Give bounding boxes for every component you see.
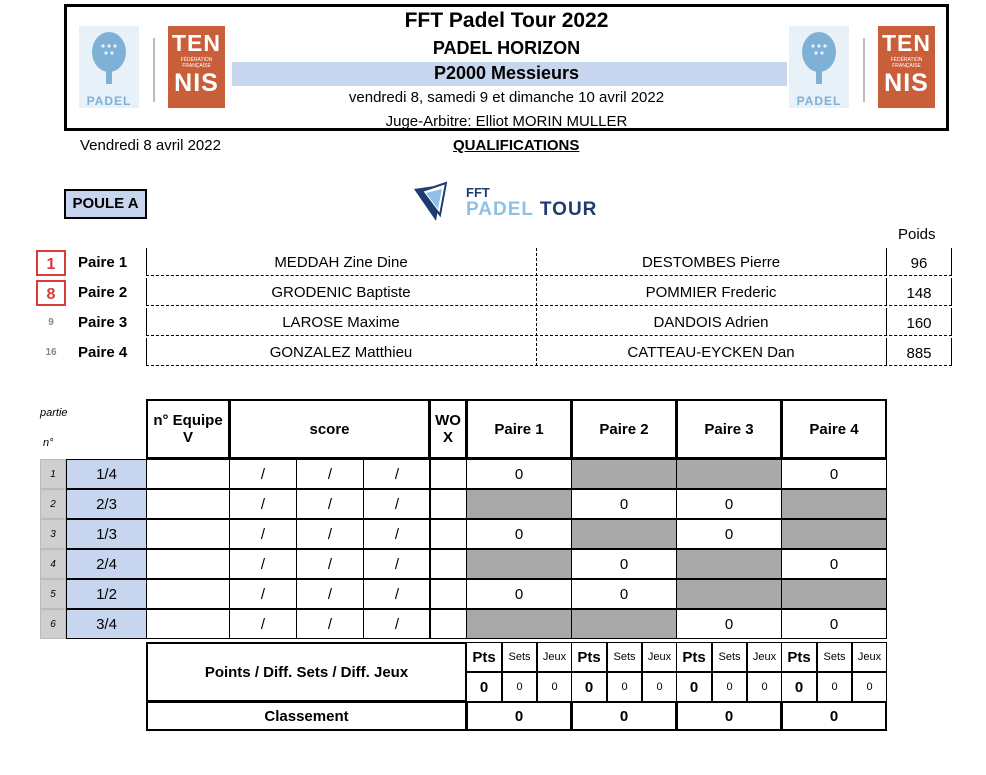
pair-seed: 8 (36, 280, 66, 306)
score-set-3: / (363, 519, 431, 549)
pts-header: Pts (781, 642, 817, 672)
pair-weight: 148 (906, 285, 932, 302)
pts-header: Pts (466, 642, 502, 672)
winner-cell (146, 489, 230, 519)
wo-cell (429, 489, 467, 519)
score-set-2: / (296, 609, 364, 639)
sets-header: Sets (607, 642, 642, 672)
jeux-header: Jeux (642, 642, 677, 672)
score-set-1: / (229, 579, 297, 609)
col-pair3-header: Paire 3 (676, 399, 782, 459)
wo-cell (429, 519, 467, 549)
tennis-logo-top: TEN (172, 30, 221, 56)
fft-padel-tour-logo (412, 181, 612, 226)
tournament-title: FFT Padel Tour 2022 (404, 9, 609, 32)
winner-cell (146, 609, 230, 639)
tournament-header (64, 4, 949, 131)
tennis-logo-bottom: NIS (174, 69, 219, 97)
match-label: 3/4 (66, 609, 147, 639)
pair-row (34, 248, 952, 276)
match-pair2-cell: 0 (571, 549, 677, 579)
col-score-header: score (229, 399, 430, 459)
match-pair3-cell (676, 459, 782, 489)
wo-cell (429, 579, 467, 609)
tennis-logo-fed1: FÉDÉRATION (180, 57, 213, 63)
score-set-1: / (229, 549, 297, 579)
score-set-1: / (229, 489, 297, 519)
sets-value: 0 (502, 672, 537, 702)
score-set-3: / (363, 459, 431, 489)
pair-label: Paire 3 (78, 314, 128, 331)
jeux-header: Jeux (852, 642, 887, 672)
match-pair1-cell: 0 (466, 519, 572, 549)
pair-weight: 885 (906, 345, 932, 362)
match-pair4-cell: 0 (781, 609, 887, 639)
score-set-2: / (296, 489, 364, 519)
match-number: 2 (40, 489, 66, 519)
jeux-value: 0 (747, 672, 782, 702)
pair-row (34, 278, 952, 306)
pair-row (34, 338, 952, 366)
col-equipe-line1: n° Equipe (153, 412, 223, 429)
col-equipe-line2: V (182, 429, 193, 446)
pts-value: 0 (571, 672, 607, 702)
sets-header: Sets (502, 642, 537, 672)
match-pair4-cell (781, 489, 887, 519)
pair-weight: 96 (910, 255, 928, 272)
sets-value: 0 (607, 672, 642, 702)
score-set-2: / (296, 549, 364, 579)
score-set-2: / (296, 519, 364, 549)
padel-logo-text: PADEL (86, 94, 132, 108)
pts-value: 0 (781, 672, 817, 702)
tennis-logo-bottom: NIS (884, 69, 929, 97)
score-set-3: / (363, 579, 431, 609)
match-pair3-cell (676, 549, 782, 579)
pair-player1: MEDDAH Zine Dine (274, 254, 408, 271)
match-pair2-cell (571, 519, 677, 549)
winner-cell (146, 519, 230, 549)
jeux-value: 0 (852, 672, 887, 702)
match-pair4-cell (781, 519, 887, 549)
partie-label: partie (40, 407, 68, 419)
pair-player1: GONZALEZ Matthieu (269, 344, 413, 361)
sets-header: Sets (712, 642, 747, 672)
winner-cell (146, 459, 230, 489)
weight-header: Poids (898, 226, 936, 243)
score-set-3: / (363, 549, 431, 579)
logo-divider (863, 38, 865, 102)
match-pair4-cell: 0 (781, 459, 887, 489)
match-pair2-cell: 0 (571, 489, 677, 519)
pair-player2: CATTEAU-EYCKEN Dan (627, 344, 795, 361)
jeux-value: 0 (537, 672, 572, 702)
match-pair4-cell (781, 579, 887, 609)
tournament-category: P2000 Messieurs (433, 63, 580, 83)
match-number: 4 (40, 549, 66, 579)
tennis-logo-top: TEN (882, 30, 931, 56)
match-label: 1/3 (66, 519, 147, 549)
pair-label: Paire 2 (78, 284, 128, 301)
pts-header: Pts (676, 642, 712, 672)
col-pair1-header: Paire 1 (466, 399, 572, 459)
match-pair1-cell: 0 (466, 459, 572, 489)
match-pair1-cell: 0 (466, 579, 572, 609)
sets-value: 0 (712, 672, 747, 702)
col-wo-header (429, 399, 467, 459)
jeux-header: Jeux (537, 642, 572, 672)
score-set-2: / (296, 459, 364, 489)
score-set-1: / (229, 519, 297, 549)
winner-cell (146, 579, 230, 609)
wo-cell (429, 549, 467, 579)
tennis-logo (878, 26, 935, 108)
pts-value: 0 (466, 672, 502, 702)
padel-tour-emblem-icon (412, 181, 460, 226)
day-date: Vendredi 8 avril 2022 (80, 137, 221, 154)
match-label: 1/4 (66, 459, 147, 489)
match-pair3-cell: 0 (676, 519, 782, 549)
match-pair3-cell (676, 579, 782, 609)
pair-seed: 1 (36, 250, 66, 276)
pts-value: 0 (676, 672, 712, 702)
pair-label: Paire 1 (78, 254, 128, 271)
classement-pair2: 0 (571, 701, 677, 731)
col-wo-line1: WO (435, 412, 461, 429)
pair-weight: 160 (906, 315, 932, 332)
classement-pair4: 0 (781, 701, 887, 731)
pair-player2: DANDOIS Adrien (653, 314, 769, 331)
match-number: 6 (40, 609, 66, 639)
match-label: 2/4 (66, 549, 147, 579)
sets-header: Sets (817, 642, 852, 672)
score-set-1: / (229, 609, 297, 639)
score-set-3: / (363, 609, 431, 639)
match-pair4-cell: 0 (781, 549, 887, 579)
padel-tour-line2b: TOUR (539, 199, 598, 220)
match-number: 1 (40, 459, 66, 489)
pair-seed: 16 (45, 347, 57, 358)
classement-pair3: 0 (676, 701, 782, 731)
score-set-2: / (296, 579, 364, 609)
pair-label: Paire 4 (78, 344, 128, 361)
col-pair2-header: Paire 2 (571, 399, 677, 459)
tennis-logo-fed2: FRANÇAISE (892, 63, 921, 69)
col-wo-line2: X (442, 429, 453, 446)
padel-tour-line2a: PADEL (466, 199, 534, 220)
match-label: 1/2 (66, 579, 147, 609)
sets-value: 0 (817, 672, 852, 702)
score-set-3: / (363, 489, 431, 519)
tournament-dates: vendredi 8, samedi 9 et dimanche 10 avril 2022 (348, 89, 665, 106)
tournament-judge: Juge-Arbitre: Elliot MORIN MULLER (385, 113, 628, 130)
pair-player2: POMMIER Frederic (645, 284, 777, 301)
score-set-1: / (229, 459, 297, 489)
tennis-logo-fed2: FRANÇAISE (182, 63, 211, 69)
classement-pair1: 0 (466, 701, 572, 731)
match-label: 2/3 (66, 489, 147, 519)
match-pair1-cell (466, 489, 572, 519)
match-number: 3 (40, 519, 66, 549)
wo-cell (429, 459, 467, 489)
tennis-logo-fed1: FÉDÉRATION (890, 57, 923, 63)
match-pair3-cell: 0 (676, 609, 782, 639)
col-equipe-header (146, 399, 230, 459)
logo-right (783, 26, 938, 108)
jeux-value: 0 (642, 672, 677, 702)
col-pair4-header: Paire 4 (781, 399, 887, 459)
padel-logo-text: PADEL (796, 94, 842, 108)
padel-tour-line1: FFT (466, 185, 490, 200)
match-pair1-cell (466, 609, 572, 639)
tournament-subtitle: PADEL HORIZON (432, 38, 581, 58)
pts-header: Pts (571, 642, 607, 672)
winner-cell (146, 549, 230, 579)
number-label: n° (43, 437, 54, 449)
match-number: 5 (40, 579, 66, 609)
match-pair2-cell (571, 609, 677, 639)
pair-player1: LAROSE Maxime (282, 314, 400, 331)
match-pair1-cell (466, 549, 572, 579)
pair-row (34, 308, 952, 336)
pair-seed: 9 (48, 317, 54, 328)
points-label: Points / Diff. Sets / Diff. Jeux (146, 642, 467, 702)
pair-player1: GRODENIC Baptiste (271, 284, 411, 301)
pair-player2: DESTOMBES Pierre (641, 254, 781, 271)
wo-cell (429, 609, 467, 639)
section-title: QUALIFICATIONS (453, 137, 580, 154)
match-pair2-cell: 0 (571, 579, 677, 609)
match-pair3-cell: 0 (676, 489, 782, 519)
jeux-header: Jeux (747, 642, 782, 672)
match-pair2-cell (571, 459, 677, 489)
poule-label: POULE A (64, 189, 147, 219)
classement-label: Classement (146, 701, 467, 731)
